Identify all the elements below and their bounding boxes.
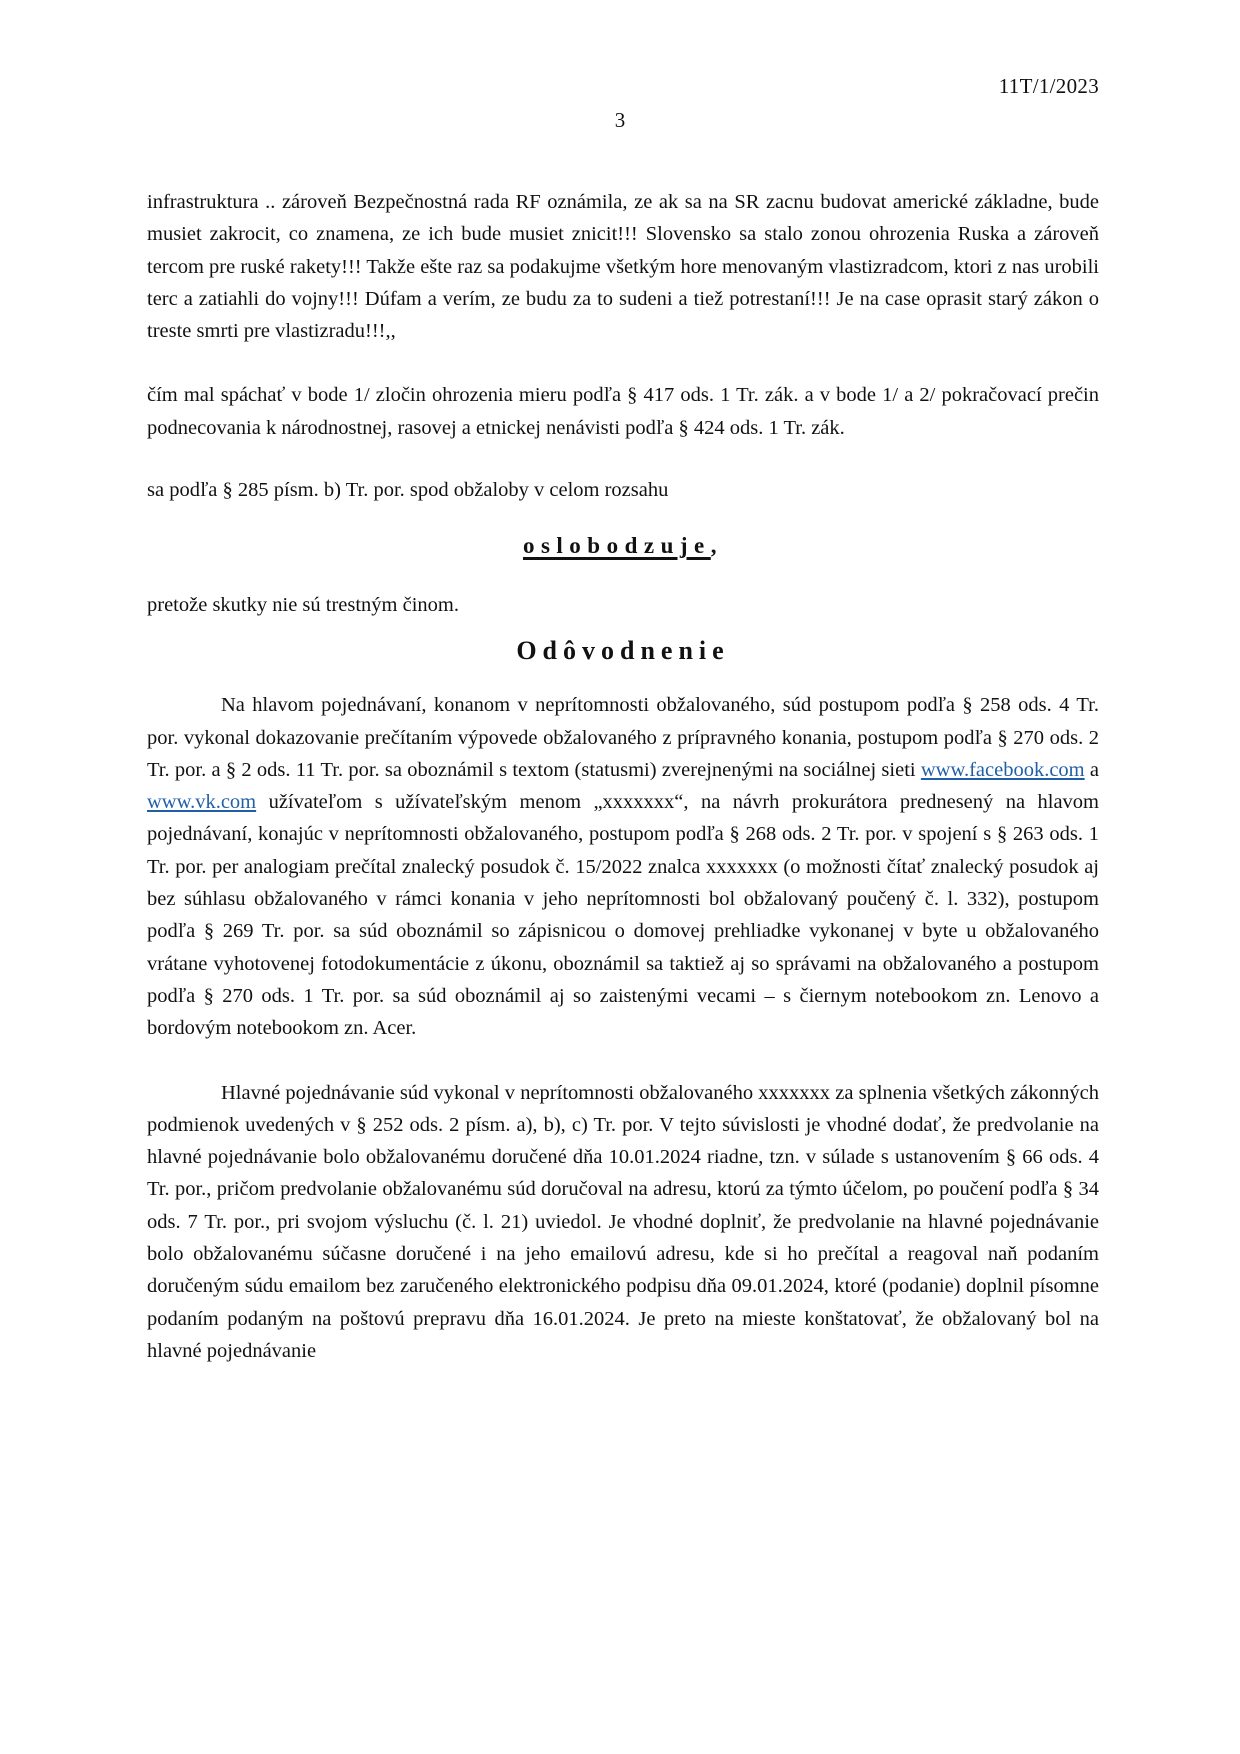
reasoning-paragraph-2: Hlavné pojednávanie súd vykonal v neprítomnosti obžalovaného xxxxxxx za splnenia všetkých zákonných podmienok uvedených v § 252 ods. 2 písm. a), b), c) Tr. por. V tejto súvislosti je vhodné dodať, že predvolanie na hlavné pojednávanie bolo obžalovanému doručené dňa 10.01.2024 riadne, tzn. v súlade s ustanovením § 66 ods. 4 Tr. por., pričom predvolanie obžalovanému súd doručoval na adresu, ktorú za týmto účelom, po poučení podľa § 34 ods. 7 Tr. por., pri svojom výsluchu (č. l. 21) uviedol. Je vhodné doplniť, že predvolanie na hlavné pojednávanie bolo obžalovanému súčasne doručené i na jeho emailovú adresu, kde si ho prečítal a reagoval naň podaním doručeným súdu emailom bez zaručeného elektronického podpisu dňa 09.01.2024, ktoré (podanie) doplnil písomne podaním podaným na poštovú prepravu dňa 16.01.2024. Je preto na mieste konštatovať, že obžalovaný bol na hlavné pojednávanie	[147, 1081, 1099, 1362]
vk-link[interactable]: www.vk.com	[147, 791, 257, 814]
spacer	[147, 1045, 1099, 1077]
case-number: 11T/1/2023	[998, 74, 1099, 98]
verdict-word: oslobodzuje	[522, 533, 711, 559]
facebook-link[interactable]: www.facebook.com	[920, 758, 1085, 781]
page-number: 3	[614, 108, 626, 132]
spacer	[147, 347, 1099, 379]
spacer	[147, 444, 1099, 474]
verdict-reason: pretože skutky nie sú trestným činom.	[147, 593, 459, 616]
verdict-heading	[147, 530, 1099, 562]
reasoning-heading: Odôvodnenie	[516, 635, 730, 665]
reasoning-p1-between: a	[1084, 758, 1099, 781]
reasoning-paragraph-1	[147, 689, 1099, 1044]
quote-continuation: infrastruktura .. zároveň Bezpečnostná rada RF oznámila, ze ak sa na SR zacnu budovat americké základne, bude musiet zakrocit, co znamena, ze ich bude musiet znicit!!! Slovensko sa stalo zonou ohrozenia Ruska a zároveň tercom pre ruské rakety!!! Takže ešte raz sa podakujme všetkým hore menovaným vlastizradcom, ktori z nas urobili terc a zatiahli do vojny!!! Dúfam a verím, ze budu za to sudeni a tiež potrestaní!!! Je na case oprasit starý zákon o treste smrti pre vlastizradu!!!,,	[147, 191, 1099, 343]
reasoning-p1-after: užívateľom s užívateľským menom „xxxxxxx“, na návrh prokurátora prednesený na hlavom pojednávaní, konajúc v neprítomnosti obžalovaného, postupom podľa § 268 ods. 2 Tr. por. v spojení s § 263 ods. 1 Tr. por. per analogiam prečítal znalecký posudok č. 15/2022 znalca xxxxxxx (o možnosti čítať znalecký posudok aj bez súhlasu obžalovaného v rámci konania v jeho neprítomnosti bol obžalovaný poučený č. l. 332), postupom podľa § 269 Tr. por. sa súd oboznámil so zápisnicou o domovej prehliadke vykonanej v byte u obžalovaného vrátane vyhotovenej fotodokumentácie z úkonu, oboznámil sa taktiež aj so správami na obžalovaného a postupom podľa § 270 ods. 1 Tr. por. sa súd oboznámil aj so zaistenými vecami – s čiernym notebookom zn. Lenovo a bordovým notebookom zn. Acer.	[147, 791, 1099, 1040]
charge-paragraph: čím mal spáchať v bode 1/ zločin ohrozenia mieru podľa § 417 ods. 1 Tr. zák. a v bode 1/ a 2/ pokračovací prečin podnecovania k národnostnej, rasovej a etnickej nenávisti podľa § 424 ods. 1 Tr. zák.	[147, 384, 1099, 439]
reasoning-p1-before: Na hlavom pojednávaní, konanom v neprítomnosti obžalovaného, súd postupom podľa § 258 ods. 4 Tr. por. vykonal dokazovanie prečítaním výpovede obžalovaného z prípravného konania, postupom podľa § 270 ods. 2 Tr. por. a § 2 ods. 11 Tr. por. sa oboznámil s textom (statusmi) zverejnenými na sociálnej sieti	[147, 694, 1099, 781]
document-body	[147, 186, 1099, 1367]
verdict-punct: ,	[710, 533, 724, 559]
acquittal-basis: sa podľa § 285 písm. b) Tr. por. spod obžaloby v celom rozsahu	[147, 479, 669, 502]
